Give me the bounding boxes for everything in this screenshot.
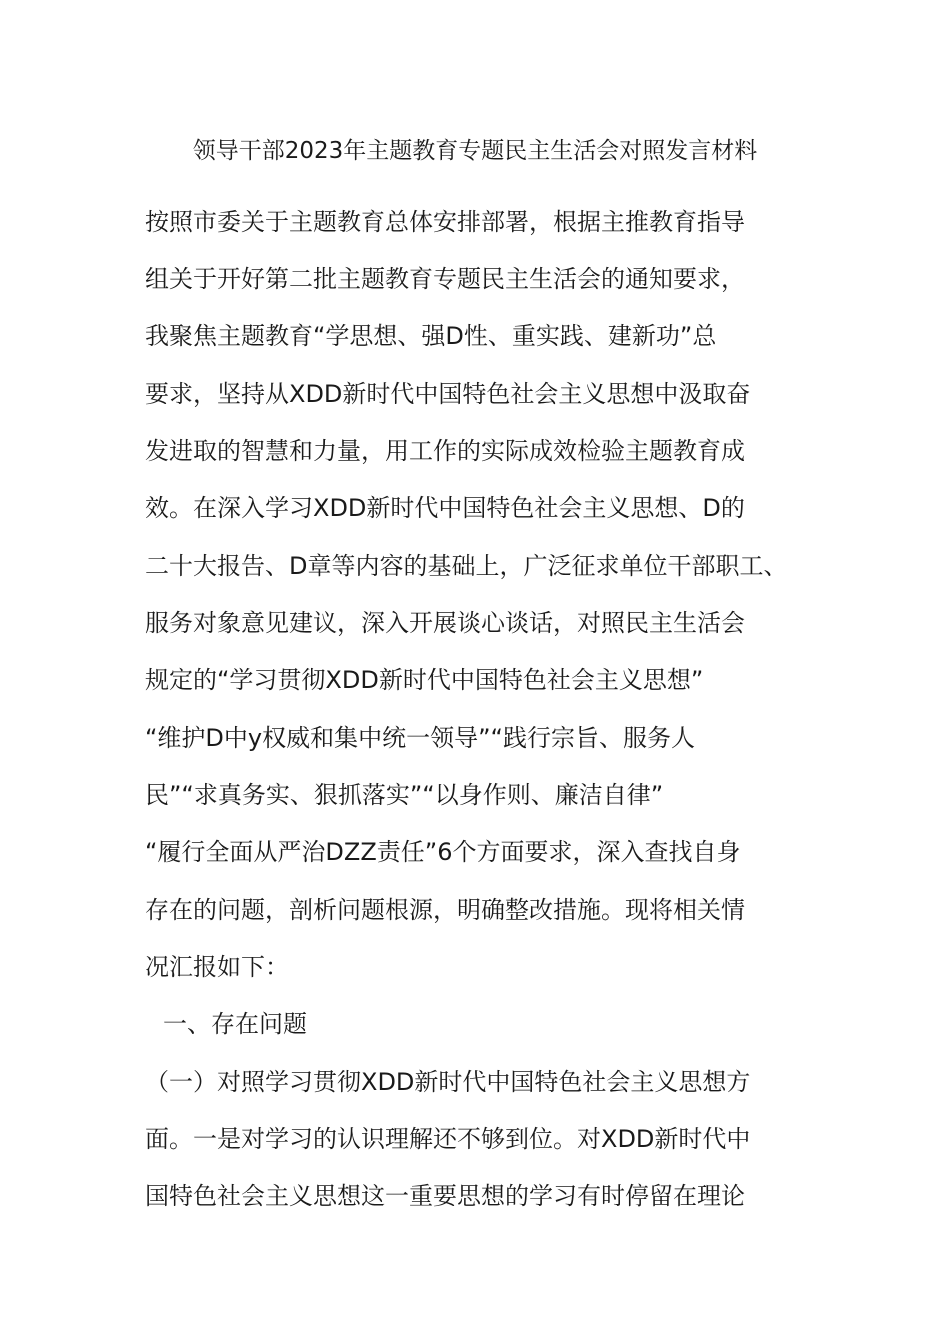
paragraph-line: 规定的“学习贯彻XDD新时代中国特色社会主义思想” — [145, 666, 704, 694]
paragraph-line: 存在的问题，剖析问题根源，明确整改措施。现将相关情 — [145, 896, 745, 924]
paragraph-line: 要求，坚持从XDD新时代中国特色社会主义思想中汲取奋 — [145, 380, 751, 408]
paragraph-line: 服务对象意见建议，深入开展谈心谈话，对照民主生活会 — [145, 609, 745, 637]
paragraph-line: 效。在深入学习XDD新时代中国特色社会主义思想、D的 — [145, 494, 745, 522]
document-title: 领导干部2023年主题教育专题民主生活会对照发言材料 — [192, 138, 758, 164]
paragraph-line: 况汇报如下： — [145, 953, 289, 981]
paragraph-line: 面。一是对学习的认识理解还不够到位。对XDD新时代中 — [145, 1125, 751, 1153]
paragraph-line: “维护D中y权威和集中统一领导”“践行宗旨、服务人 — [145, 724, 695, 752]
paragraph-line: 我聚焦主题教育“学思想、强D性、重实践、建新功”总 — [145, 322, 717, 350]
paragraph-line: 国特色社会主义思想这一重要思想的学习有时停留在理论 — [145, 1182, 745, 1210]
subsection-line: （一）对照学习贯彻XDD新时代中国特色社会主义思想方 — [145, 1068, 751, 1096]
paragraph-line: 二十大报告、D章等内容的基础上，广泛征求单位干部职工、 — [145, 552, 788, 580]
paragraph-line: 发进取的智慧和力量，用工作的实际成效检验主题教育成 — [145, 437, 745, 465]
paragraph-line: 按照市委关于主题教育总体安排部署，根据主推教育指导 — [145, 208, 745, 236]
paragraph-line: “履行全面从严治DZZ责任”6个方面要求，深入查找自身 — [145, 838, 741, 866]
section-heading: 一、存在问题 — [163, 1010, 307, 1038]
paragraph-line: 民”“求真务实、狠抓落实”“以身作则、廉洁自律” — [145, 781, 664, 809]
paragraph-line: 组关于开好第二批主题教育专题民主生活会的通知要求， — [145, 265, 745, 293]
